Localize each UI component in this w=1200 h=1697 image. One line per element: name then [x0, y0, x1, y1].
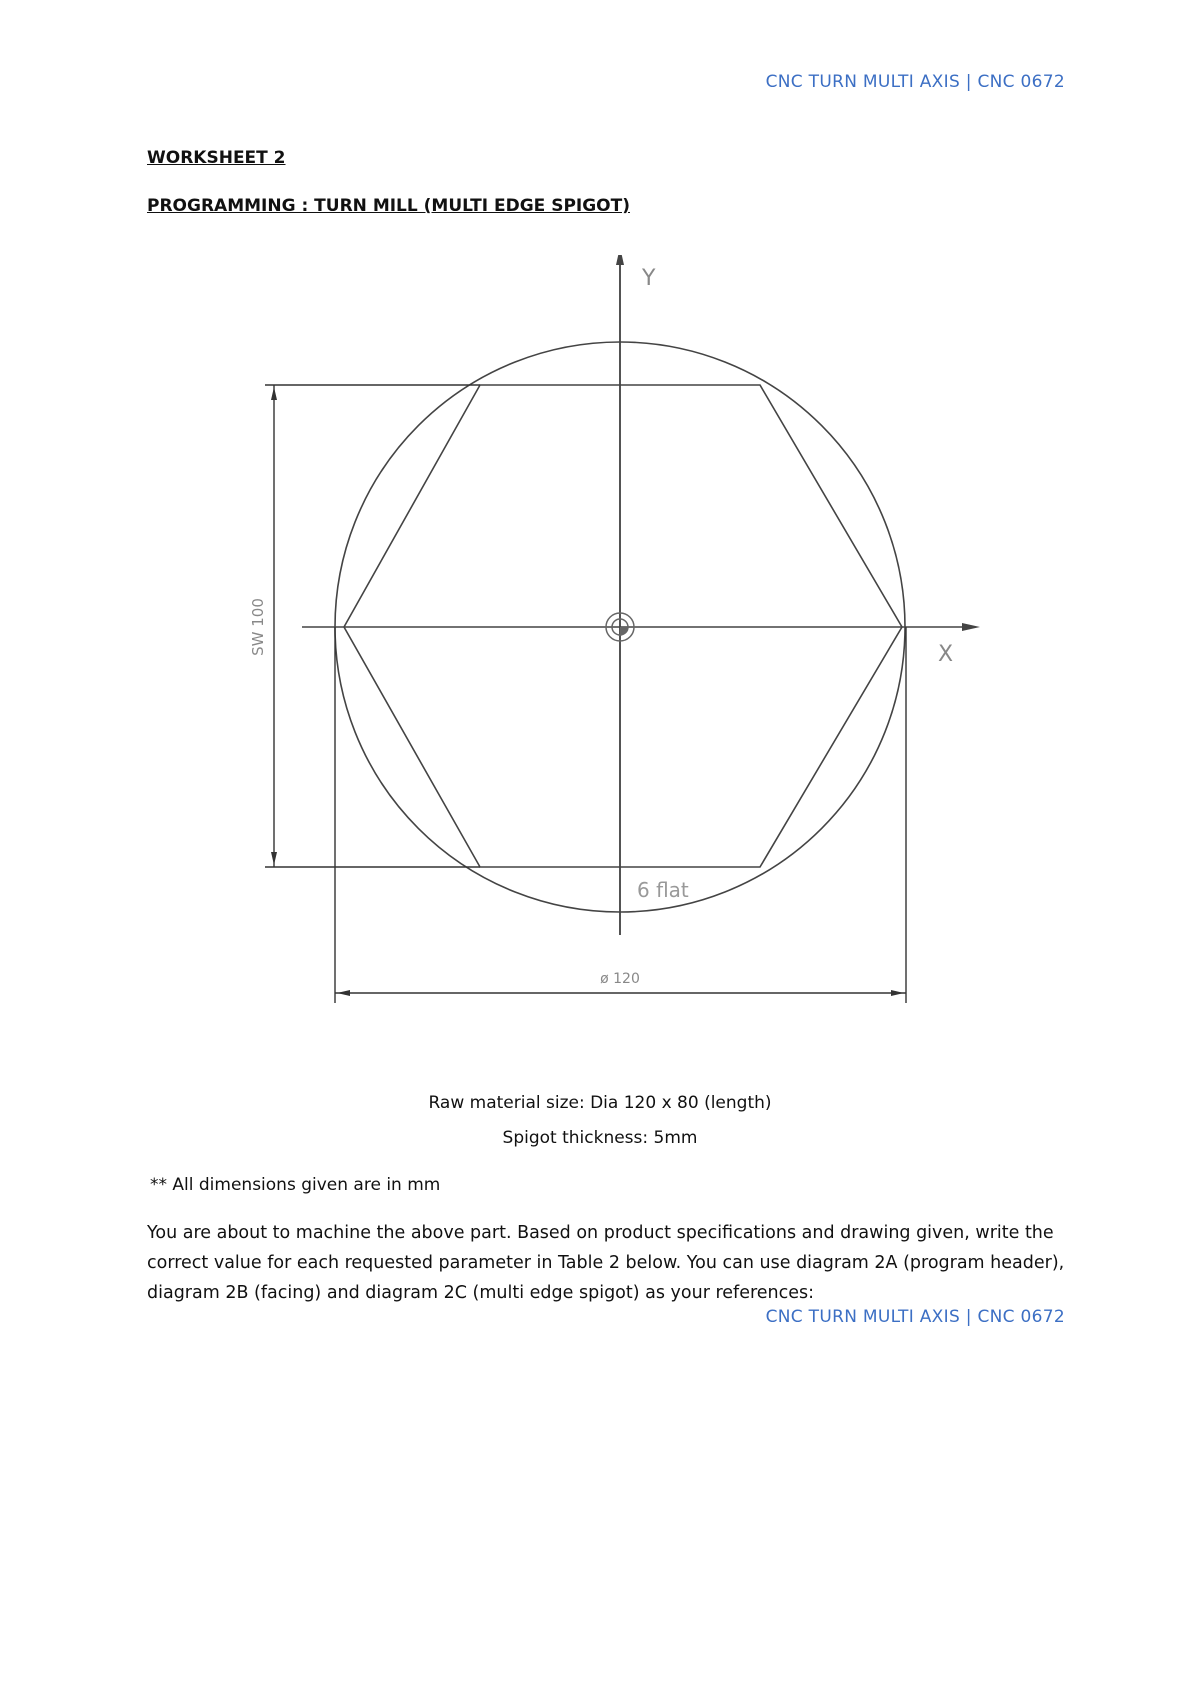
technical-drawing — [230, 255, 990, 1015]
worksheet-subtitle: PROGRAMMING : TURN MILL (MULTI EDGE SPIGOT) — [147, 196, 630, 216]
raw-material-caption: Raw material size: Dia 120 x 80 (length) — [428, 1093, 772, 1113]
dimension-note: ** All dimensions given are in mm — [150, 1175, 441, 1195]
sw-dimension-label: SW 100 — [249, 598, 267, 656]
y-axis-arrow — [616, 255, 624, 265]
x-axis-label: X — [938, 642, 954, 667]
page-footer: CNC TURN MULTI AXIS | CNC 0672 — [765, 1307, 1065, 1327]
worksheet-title: WORKSHEET 2 — [147, 148, 286, 168]
instruction-paragraph: You are about to machine the above part. Based on product specifications and drawing given, write the correct value for each requested parameter in Table 2 below. You can use diagram 2A (program header), diagram 2B (facing) and diagram 2C (multi edge spigot) as your references: — [147, 1223, 1065, 1303]
page-header: CNC TURN MULTI AXIS | CNC 0672 — [765, 72, 1065, 92]
hexagon-outline — [344, 385, 902, 867]
x-axis-arrow — [962, 623, 980, 631]
flats-label: 6 flat — [637, 878, 689, 902]
diameter-label: ø 120 — [600, 971, 640, 987]
spigot-thickness-caption: Spigot thickness: 5mm — [502, 1128, 698, 1148]
y-axis-label: Y — [642, 266, 656, 291]
